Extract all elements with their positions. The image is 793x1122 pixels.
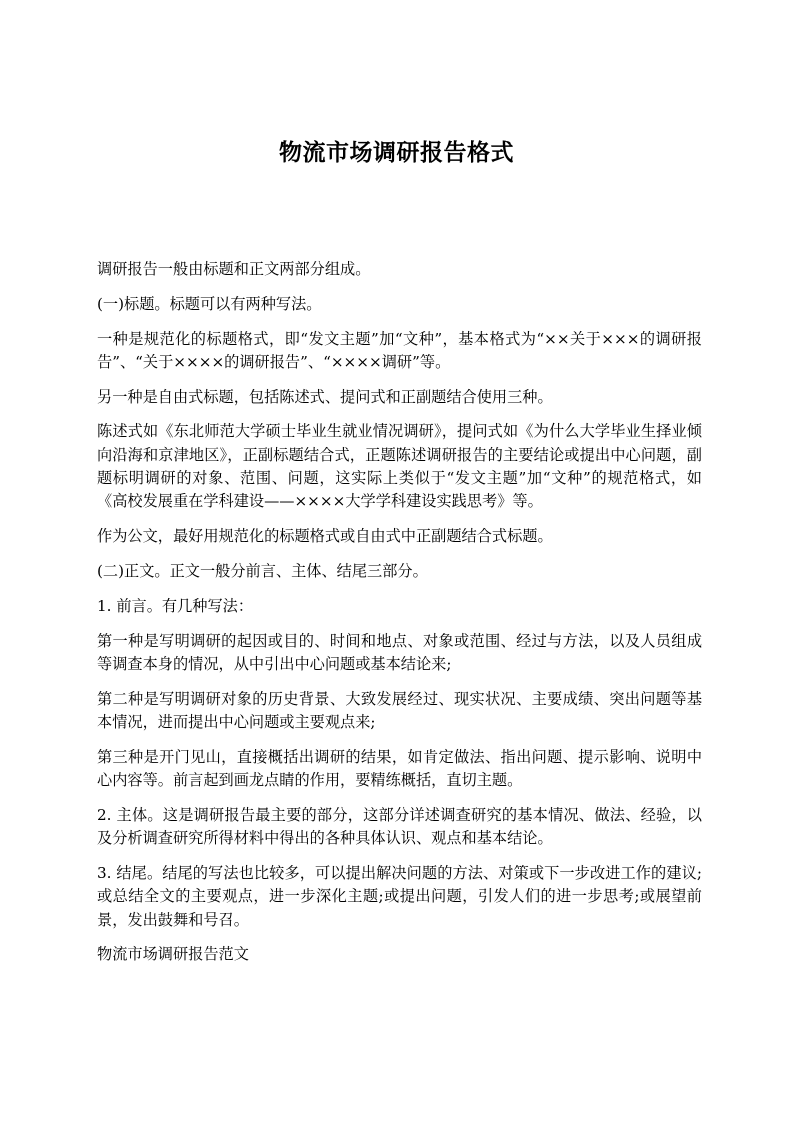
paragraph-free-title: 另一种是自由式标题，包括陈述式、提问式和正副题结合使用三种。 (97, 387, 553, 406)
paragraph-body-section: (二)正文。正文一般分前言、主体、结尾三部分。 (97, 561, 428, 580)
paragraph-sample-heading: 物流市场调研报告范文 (97, 945, 249, 964)
paragraph-ending: 3. 结尾。结尾的写法也比较多，可以提出解决问题的方法、对策或下一步改进工作的建议;或总结全文的主要观点，进一步深化主题;或提出问题，引发人们的进一步思考;或展望前景，发出鼓舞和号召。 (97, 863, 702, 929)
paragraph-intro: 调研报告一般由标题和正文两部分组成。 (97, 260, 371, 278)
document-title: 物流市场调研报告格式 (279, 140, 514, 166)
paragraph-title-section: (一)标题。标题可以有两种写法。 (97, 294, 322, 313)
paragraph-preface-second: 第二种是写明调研对象的历史背景、大致发展经过、现实状况、主要成绩、突出问题等基本情况，进而提出中心问题或主要观点来; (97, 689, 702, 731)
paragraph-official-advice: 作为公文，最好用规范化的标题格式或自由式中正副题结合式标题。 (97, 527, 553, 546)
paragraph-preface-third: 第三种是开门见山，直接概括出调研的结果，如肯定做法、指出问题、提示影响、说明中心内容等。前言起到画龙点睛的作用，要精练概括，直切主题。 (97, 747, 702, 790)
paragraph-main-body: 2. 主体。这是调研报告最主要的部分，这部分详述调查研究的基本情况、做法、经验，以及分析调查研究所得材料中得出的各种具体认识、观点和基本结论。 (97, 805, 702, 848)
paragraph-title-examples: 陈述式如《东北师范大学硕士毕业生就业情况调研》，提问式如《为什么大学毕业生择业倾向沿海和京津地区》，正副标题结合式，正题陈述调研报告的主要结论或提出中心问题，副题标明调研的对象、范围、问题，这实际上类似于“发文主题”加“文种”的规范格式，如《高校发展重在学科建设——××××大学学科建设实践思考》等。 (97, 422, 702, 511)
document-body (97, 258, 702, 978)
paragraph-preface-first: 第一种是写明调研的起因或目的、时间和地点、对象或范围、经过与方法，以及人员组成等调查本身的情况，从中引出中心问题或基本结论来; (97, 631, 702, 673)
paragraph-preface-heading: 1. 前言。有几种写法： (97, 596, 254, 615)
paragraph-standard-title: 一种是规范化的标题格式，即“发文主题”加“文种”，基本格式为“××关于×××的调研报告”、“关于××××的调研报告”、“××××调研”等。 (97, 329, 702, 371)
